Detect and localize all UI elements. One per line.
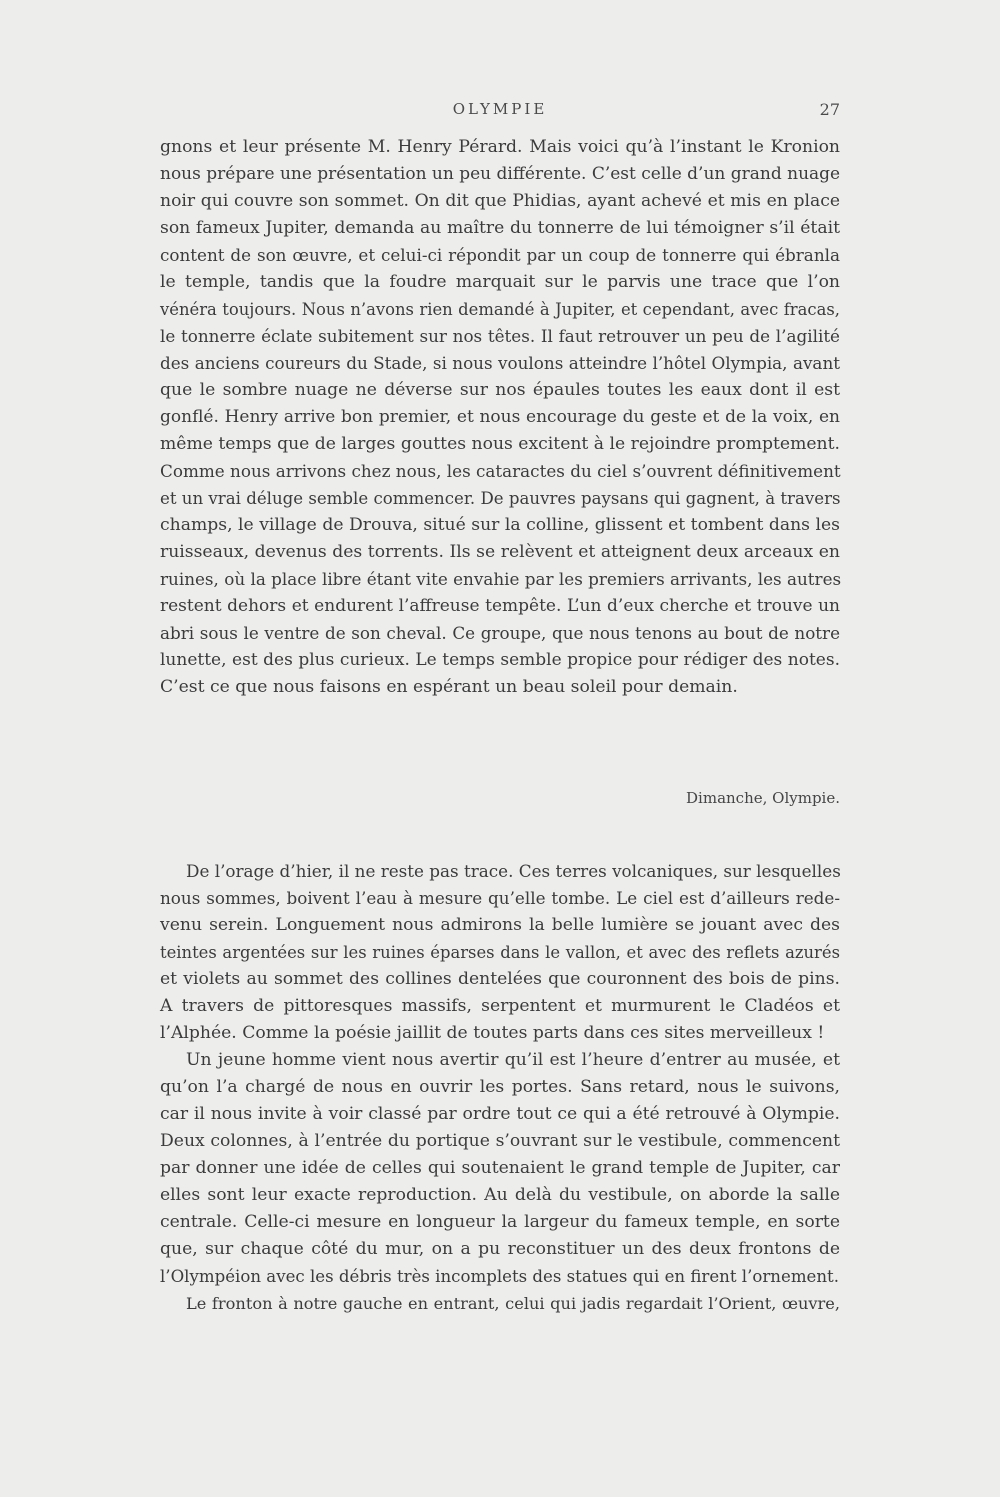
text-line: gonflé. Henry arrive bon premier, et nous encourage du geste et de la voix, en — [160, 407, 840, 427]
text-line: car il nous invite à voir classé par ordre tout ce qui a été retrouvé à Olympie. — [160, 1104, 840, 1124]
text-line: restent dehors et endurent l’affreuse tempête. L’un d’eux cherche et trouve un — [160, 596, 840, 616]
text-line: content de son œuvre, et celui-ci répondit par un coup de tonnerre qui ébranla — [160, 245, 840, 265]
text-line: et violets au sommet des collines dentelées que couronnent des bois de pins. — [160, 969, 840, 989]
text-line: abri sous le ventre de son cheval. Ce groupe, que nous tenons au bout de notre — [160, 623, 840, 643]
paragraph — [160, 858, 840, 1047]
text-line: ruisseaux, devenus des torrents. Ils se relèvent et atteignent deux arceaux en — [160, 542, 840, 562]
text-line: l’Alphée. Comme la poésie jaillit de toutes parts dans ces sites merveilleux ! — [160, 1023, 825, 1043]
text-line: ruines, où la place libre étant vite envahie par les premiers arrivants, les autres — [160, 569, 842, 589]
text-line: noir qui couvre son sommet. On dit que Phidias, ayant achevé et mis en place — [160, 191, 840, 211]
text-line: qu’on l’a chargé de nous en ouvrir les portes. Sans retard, nous le suivons, — [160, 1077, 840, 1097]
text-line: Un jeune homme vient nous avertir qu’il est l’heure d’entrer au musée, et — [186, 1050, 840, 1070]
text-line: lunette, est des plus curieux. Le temps semble propice pour rédiger des notes. — [160, 650, 840, 670]
text-line: elles sont leur exacte reproduction. Au delà du vestibule, on aborde la salle — [160, 1185, 840, 1205]
text-line: nous prépare une présentation un peu différente. C’est celle d’un grand nuage — [160, 164, 841, 184]
text-line: que, sur chaque côté du mur, on a pu reconstituer un des deux frontons de — [160, 1239, 840, 1259]
running-title: OLYMPIE — [452, 100, 548, 118]
text-line: teintes argentées sur les ruines éparses dans le vallon, et avec des reflets azurés — [160, 943, 840, 962]
text-line: des anciens coureurs du Stade, si nous voulons atteindre l’hôtel Olympia, avant — [160, 353, 840, 373]
text-line: A travers de pittoresques massifs, serpentent et murmurent le Cladéos et — [160, 996, 840, 1016]
text-line: que le sombre nuage ne déverse sur nos épaules toutes les eaux dont il est — [160, 380, 840, 400]
text-line: même temps que de larges gouttes nous excitent à le rejoindre promptement. — [160, 434, 840, 454]
paragraph — [160, 1047, 840, 1290]
paragraph — [160, 134, 840, 701]
text-line: et un vrai déluge semble commencer. De pauvres paysans qui gagnent, à travers — [160, 489, 841, 508]
text-line: l’Olympéion avec les débris très incomplets des statues qui en firent l’ornement. — [160, 1267, 839, 1286]
text-line: vénéra toujours. Nous n’avons rien demandé à Jupiter, et cependant, avec fracas, — [160, 300, 840, 319]
text-line: par donner une idée de celles qui soutenaient le grand temple de Jupiter, car — [160, 1158, 840, 1178]
text-line: C’est ce que nous faisons en espérant un beau soleil pour demain. — [160, 677, 738, 697]
paragraph — [160, 1290, 840, 1317]
text-line: nous sommes, boivent l’eau à mesure qu’elle tombe. Le ciel est d’ailleurs rede- — [160, 888, 840, 908]
dateline: Dimanche, Olympie. — [686, 789, 840, 807]
running-head — [160, 100, 840, 124]
text-line: le temple, tandis que la foudre marquait sur le parvis une trace que l’on — [160, 272, 840, 292]
text-line: centrale. Celle-ci mesure en longueur la largeur du fameux temple, en sorte — [160, 1212, 840, 1232]
text-line: Le fronton à notre gauche en entrant, celui qui jadis regardait l’Orient, œuvre, — [186, 1294, 840, 1313]
text-line: Deux colonnes, à l’entrée du portique s’ouvrant sur le vestibule, commencent — [160, 1131, 840, 1151]
text-line: le tonnerre éclate subitement sur nos têtes. Il faut retrouver un peu de l’agilité — [160, 326, 840, 346]
text-line: champs, le village de Drouva, situé sur la colline, glissent et tombent dans les — [160, 515, 840, 535]
text-line: son fameux Jupiter, demanda au maître du tonnerre de lui témoigner s’il était — [160, 218, 840, 238]
text-line: De l’orage d’hier, il ne reste pas trace. Ces terres volcaniques, sur lesquelles — [186, 861, 841, 881]
page-number: 27 — [819, 100, 840, 119]
text-line: venu serein. Longuement nous admirons la belle lumière se jouant avec des — [160, 915, 840, 935]
text-line: gnons et leur présente M. Henry Pérard. Mais voici qu’à l’instant le Kronion — [160, 137, 840, 157]
text-line: Comme nous arrivons chez nous, les cataractes du ciel s’ouvrent définitivement — [160, 461, 841, 481]
text-block-upper — [160, 134, 840, 701]
text-block-lower — [160, 858, 840, 1317]
